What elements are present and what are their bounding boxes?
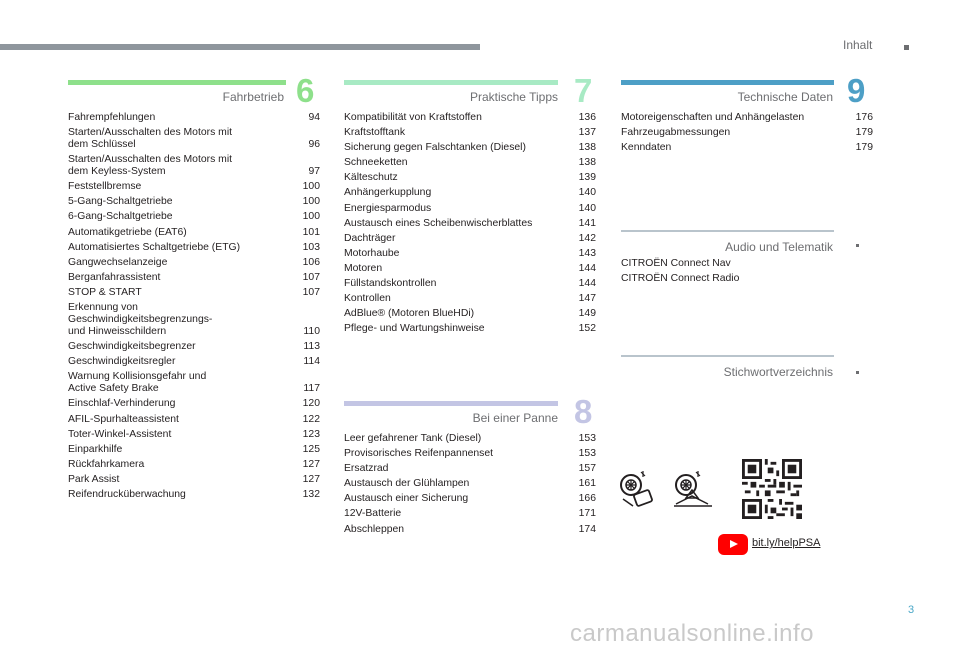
toc-entry[interactable] xyxy=(621,142,873,154)
entry-page: 141 xyxy=(578,217,596,229)
entry-title: Austausch der Glühlampen xyxy=(344,478,470,490)
section-title: Stichwortverzeichnis xyxy=(723,365,833,379)
entry-page: 138 xyxy=(578,142,596,154)
list-item[interactable] xyxy=(621,273,873,285)
section-bullet xyxy=(856,371,859,374)
section-bar xyxy=(621,230,834,232)
toc-entry[interactable] xyxy=(344,323,596,335)
toc-entry[interactable] xyxy=(344,127,596,139)
entry-title: 5-Gang-Schaltgetriebe xyxy=(68,196,173,208)
entry-title: 6-Gang-Schaltgetriebe xyxy=(68,211,173,223)
section-number: 6 xyxy=(296,72,315,109)
watermark: carmanualsonline.info xyxy=(570,620,814,647)
toc-entry[interactable] xyxy=(68,414,320,426)
toc-entry[interactable] xyxy=(344,157,596,169)
entry-title: Starten/Ausschalten des Motors mit dem Schlüssel xyxy=(68,127,233,151)
entry-title: Motoreigenschaften und Anhängelasten xyxy=(621,112,805,123)
toc-entry[interactable] xyxy=(344,433,596,445)
entry-title: Füllstandskontrollen xyxy=(344,278,437,290)
toc-entry[interactable] xyxy=(344,112,596,124)
entry-title: Automatikgetriebe (EAT6) xyxy=(68,226,187,238)
entry-title: Geschwindigkeitsregler xyxy=(68,356,176,368)
toc-entry[interactable] xyxy=(68,227,320,239)
section-title: Audio und Telematik xyxy=(725,240,833,254)
item-title: CITROËN Connect Nav xyxy=(621,258,731,269)
entry-title: Austausch eines Scheibenwischerblattes xyxy=(344,217,533,229)
section-title: Praktische Tipps xyxy=(469,90,558,104)
entry-page: 147 xyxy=(578,293,596,305)
entry-title: Kälteschutz xyxy=(344,172,398,184)
entry-page: 103 xyxy=(302,241,320,253)
entry-page: 120 xyxy=(302,398,320,410)
toc-entry[interactable] xyxy=(344,218,596,230)
entry-title: Kompatibilität von Kraftstoffen xyxy=(344,112,482,123)
section-bar xyxy=(344,80,558,85)
entry-page: 139 xyxy=(578,172,596,184)
toc-entry[interactable] xyxy=(68,489,320,501)
toc-list-fahrbetrieb xyxy=(68,112,320,504)
entry-title: AdBlue® (Motoren BlueHDi) xyxy=(344,308,475,320)
entry-page: 143 xyxy=(578,247,596,259)
header-label: Inhalt xyxy=(843,38,873,52)
toc-entry[interactable] xyxy=(344,293,596,305)
entry-page: 140 xyxy=(578,187,596,199)
entry-page: 123 xyxy=(302,428,320,440)
entry-page: 153 xyxy=(578,448,596,460)
toc-entry[interactable] xyxy=(68,398,320,410)
entry-title: Motoren xyxy=(344,262,383,274)
entry-title: Einschlaf-Verhinderung xyxy=(68,398,176,410)
toc-entry[interactable] xyxy=(344,524,596,536)
entry-title: Schneeketten xyxy=(344,157,408,169)
entry-page: 179 xyxy=(855,142,873,154)
toc-entry[interactable] xyxy=(344,308,596,320)
entry-title: Pflege- und Wartungshinweise xyxy=(344,323,485,335)
entry-page: 101 xyxy=(302,226,320,238)
page-number: 3 xyxy=(908,604,915,616)
toc-entry[interactable] xyxy=(344,248,596,260)
entry-title: Motorhaube xyxy=(344,247,400,259)
toc-entry[interactable] xyxy=(68,341,320,353)
section-bullet xyxy=(856,244,859,247)
toc-entry[interactable] xyxy=(344,493,596,505)
entry-title: Kontrollen xyxy=(344,293,391,305)
entry-title: Toter-Winkel-Assistent xyxy=(68,428,172,440)
toc-list-praktische xyxy=(344,112,596,338)
toc-entry[interactable] xyxy=(621,127,873,139)
section-number: 9 xyxy=(847,72,866,109)
section-title: Technische Daten xyxy=(737,90,833,104)
entry-title: Abschleppen xyxy=(344,523,405,535)
toc-entry[interactable] xyxy=(344,187,596,199)
toc-entry[interactable] xyxy=(68,112,320,124)
entry-page: 113 xyxy=(303,341,320,353)
entry-title: Austausch einer Sicherung xyxy=(344,493,469,505)
entry-page: 179 xyxy=(855,127,873,139)
header-bullet xyxy=(904,45,909,50)
toc-entry[interactable] xyxy=(68,474,320,486)
entry-page: 176 xyxy=(855,112,873,123)
toc-entry[interactable] xyxy=(68,211,320,223)
toc-entry[interactable] xyxy=(344,172,596,184)
entry-page: 96 xyxy=(308,139,320,151)
toc-entry[interactable] xyxy=(344,142,596,154)
section-bar xyxy=(621,355,834,357)
toc-entry[interactable] xyxy=(344,203,596,215)
entry-title: Anhängerkupplung xyxy=(344,187,432,199)
entry-title: Kenndaten xyxy=(621,142,672,154)
entry-title: Einparkhilfe xyxy=(68,443,123,455)
entry-page: 100 xyxy=(302,211,320,223)
entry-page: 153 xyxy=(578,433,596,444)
toc-list-audio xyxy=(621,258,873,288)
entry-page: 132 xyxy=(302,488,320,500)
entry-title: Park Assist xyxy=(68,473,120,485)
entry-page: 122 xyxy=(302,413,320,425)
entry-page: 174 xyxy=(578,523,596,535)
youtube-icon[interactable] xyxy=(718,534,748,555)
toc-entry[interactable] xyxy=(344,263,596,275)
entry-page: 127 xyxy=(302,473,320,485)
spare-wheel-icon xyxy=(672,470,716,510)
toc-entry[interactable] xyxy=(68,302,320,338)
entry-page: 157 xyxy=(578,463,596,475)
toc-entry[interactable] xyxy=(68,196,320,208)
toc-entry[interactable] xyxy=(68,181,320,193)
toc-entry[interactable] xyxy=(68,154,320,178)
header-bar xyxy=(0,44,480,50)
help-link[interactable]: bit.ly/helpPSA xyxy=(752,537,821,549)
entry-title: Ersatzrad xyxy=(344,463,389,475)
toc-entry[interactable] xyxy=(68,242,320,254)
item-title: CITROËN Connect Radio xyxy=(621,273,740,285)
toc-list-panne xyxy=(344,433,596,539)
entry-title: Warnung Kollisionsgefahr und Active Safety Brake xyxy=(68,371,207,395)
toc-entry[interactable] xyxy=(68,429,320,441)
toc-entry[interactable] xyxy=(68,371,320,395)
entry-title: Automatisiertes Schaltgetriebe (ETG) xyxy=(68,241,241,253)
entry-page: 144 xyxy=(578,262,596,274)
entry-page: 114 xyxy=(303,356,320,368)
entry-page: 127 xyxy=(302,458,320,470)
section-title: Bei einer Panne xyxy=(472,411,558,425)
entry-title: Leer gefahrener Tank (Diesel) xyxy=(344,433,482,444)
toc-entry[interactable] xyxy=(621,112,873,124)
entry-title: Kraftstofftank xyxy=(344,127,406,139)
toc-entry[interactable] xyxy=(68,287,320,299)
section-title: Fahrbetrieb xyxy=(222,90,284,104)
toc-entry[interactable] xyxy=(68,459,320,471)
entry-page: 100 xyxy=(302,196,320,208)
entry-page: 117 xyxy=(303,383,320,395)
entry-page: 149 xyxy=(578,308,596,320)
entry-title: Erkennung von Geschwindigkeitsbegrenzungs- und Hinweisschildern xyxy=(68,302,213,338)
entry-page: 152 xyxy=(578,323,596,335)
toc-entry[interactable] xyxy=(344,478,596,490)
section-bar xyxy=(344,401,558,406)
toc-entry[interactable] xyxy=(68,356,320,368)
section-number: 8 xyxy=(574,393,593,430)
entry-title: 12V-Batterie xyxy=(344,508,402,520)
entry-title: Provisorisches Reifenpannenset xyxy=(344,448,494,460)
entry-page: 137 xyxy=(578,127,596,139)
entry-title: Gangwechselanzeige xyxy=(68,256,168,268)
toc-entry[interactable] xyxy=(68,272,320,284)
section-number: 7 xyxy=(574,72,593,109)
entry-page: 94 xyxy=(308,112,320,123)
entry-title: AFIL-Spurhalteassistent xyxy=(68,413,179,425)
toc-entry[interactable] xyxy=(68,127,320,151)
entry-page: 144 xyxy=(578,278,596,290)
entry-page: 166 xyxy=(578,493,596,505)
list-item[interactable] xyxy=(621,258,873,270)
entry-title: Reifendrucküberwachung xyxy=(68,488,186,500)
toc-entry[interactable] xyxy=(68,444,320,456)
entry-page: 125 xyxy=(302,443,320,455)
toc-entry[interactable] xyxy=(344,278,596,290)
entry-page: 106 xyxy=(302,256,320,268)
entry-page: 136 xyxy=(578,112,596,123)
toc-entry[interactable] xyxy=(344,463,596,475)
entry-title: Energiesparmodus xyxy=(344,202,432,214)
entry-title: STOP & START xyxy=(68,286,142,298)
entry-page: 138 xyxy=(578,157,596,169)
entry-title: Rückfahrkamera xyxy=(68,458,145,470)
entry-page: 107 xyxy=(302,271,320,283)
entry-page: 140 xyxy=(578,202,596,214)
entry-page: 171 xyxy=(578,508,596,520)
entry-title: Dachträger xyxy=(344,232,396,244)
toc-entry[interactable] xyxy=(68,257,320,269)
entry-page: 110 xyxy=(303,326,320,338)
entry-title: Feststellbremse xyxy=(68,181,142,193)
toc-entry[interactable] xyxy=(344,448,596,460)
entry-page: 100 xyxy=(302,181,320,193)
section-bar xyxy=(621,80,834,85)
entry-page: 107 xyxy=(302,286,320,298)
toc-entry[interactable] xyxy=(344,508,596,520)
toc-list-technische xyxy=(621,112,873,157)
entry-page: 142 xyxy=(578,232,596,244)
entry-page: 161 xyxy=(578,478,596,490)
tyre-repair-icon xyxy=(617,470,657,510)
entry-title: Fahrzeugabmessungen xyxy=(621,127,731,139)
entry-title: Fahrempfehlungen xyxy=(68,112,156,123)
toc-entry[interactable] xyxy=(344,233,596,245)
entry-title: Sicherung gegen Falschtanken (Diesel) xyxy=(344,142,526,154)
section-bar xyxy=(68,80,286,85)
qr-code[interactable] xyxy=(742,459,802,519)
entry-page: 97 xyxy=(308,166,320,178)
entry-title: Berganfahrassistent xyxy=(68,271,161,283)
entry-title: Starten/Ausschalten des Motors mit dem Keyless-System xyxy=(68,154,233,178)
entry-title: Geschwindigkeitsbegrenzer xyxy=(68,341,196,353)
